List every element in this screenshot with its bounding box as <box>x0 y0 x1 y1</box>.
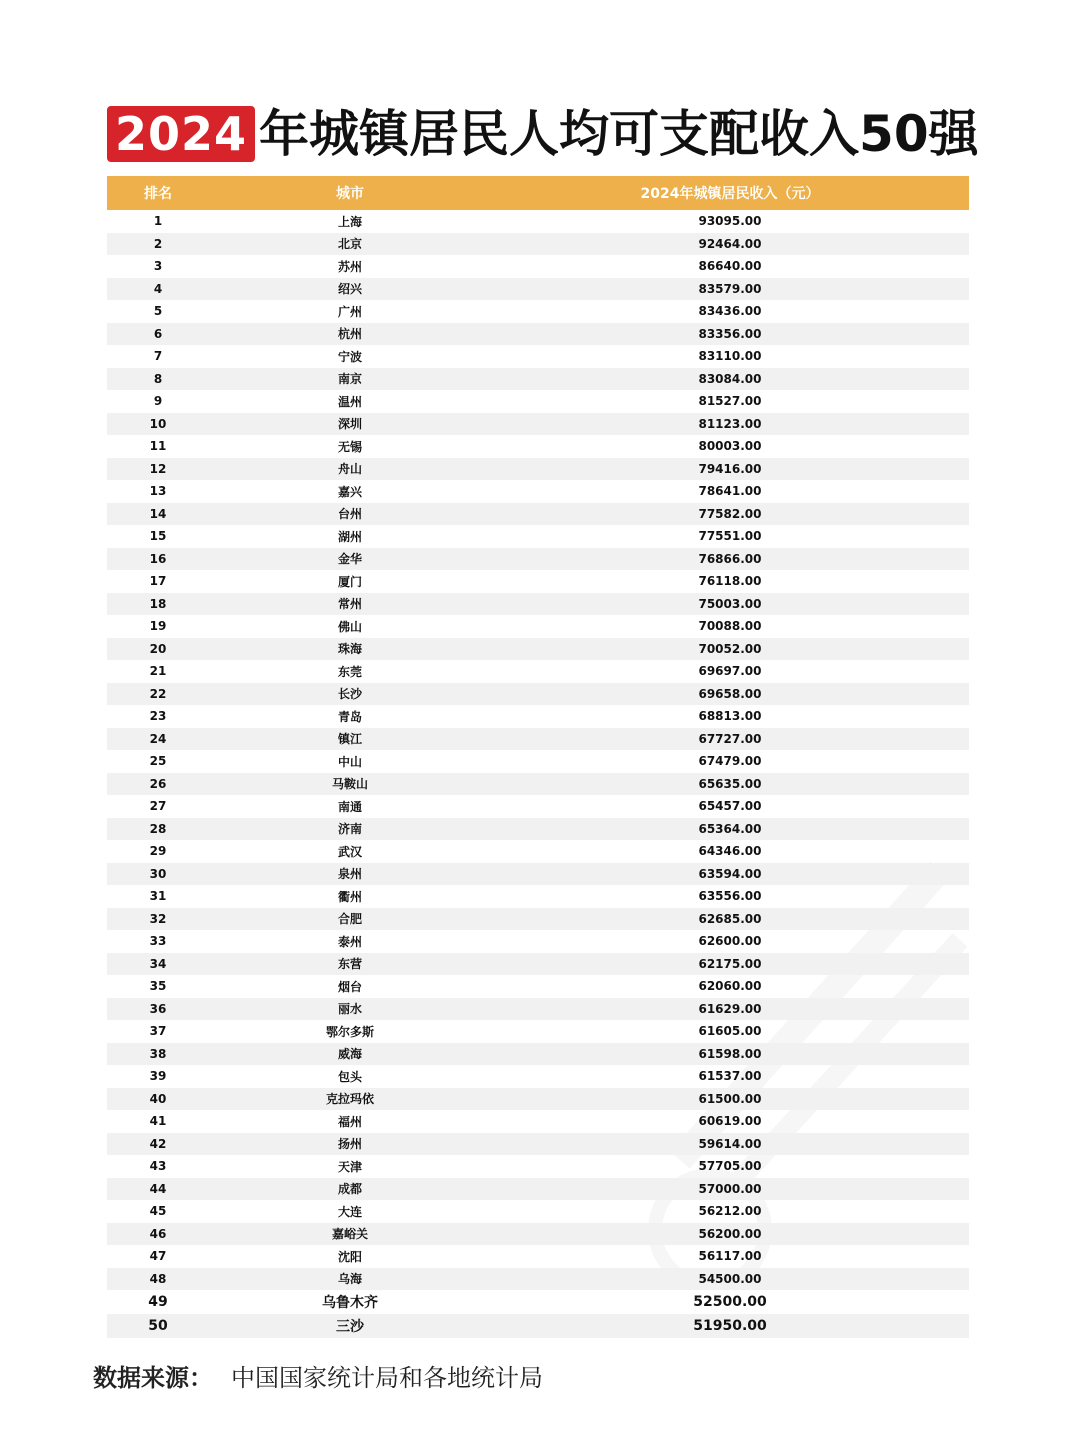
city-cell: 佛山 <box>337 619 362 634</box>
table-row <box>107 1110 969 1133</box>
table-row <box>107 1268 969 1291</box>
table-row <box>107 503 969 526</box>
rank-cell: 29 <box>149 844 167 859</box>
city-cell: 嘉峪关 <box>331 1227 368 1242</box>
city-cell: 克拉玛依 <box>325 1092 374 1107</box>
header-income: 2024年城镇居民收入（元） <box>640 186 820 202</box>
income-cell: 78641.00 <box>698 484 762 499</box>
income-cell: 77582.00 <box>698 506 762 521</box>
city-cell: 珠海 <box>337 642 362 657</box>
income-cell: 83110.00 <box>698 349 762 364</box>
table-row <box>107 953 969 976</box>
income-cell: 79416.00 <box>698 461 762 476</box>
city-cell: 无锡 <box>337 439 362 454</box>
income-cell: 81123.00 <box>698 416 762 431</box>
table-row <box>107 908 969 931</box>
rank-cell: 46 <box>149 1226 167 1241</box>
income-cell: 92464.00 <box>698 236 762 251</box>
rank-cell: 1 <box>153 214 163 229</box>
rank-cell: 17 <box>149 574 167 589</box>
data-source-label: 数据来源： <box>93 1364 213 1392</box>
table-row <box>107 390 969 413</box>
city-cell: 乌鲁木齐 <box>322 1295 378 1311</box>
table-row <box>107 255 969 278</box>
city-cell: 烟台 <box>337 979 362 994</box>
table-row <box>107 413 969 436</box>
rank-cell: 36 <box>149 1001 167 1016</box>
table-row <box>107 368 969 391</box>
title-year-badge: 2024 <box>107 106 255 162</box>
city-cell: 乌海 <box>337 1272 362 1287</box>
table-row <box>107 840 969 863</box>
rank-cell: 30 <box>149 866 167 881</box>
rank-cell: 34 <box>149 956 167 971</box>
income-cell: 52500.00 <box>693 1294 767 1310</box>
rank-cell: 8 <box>153 371 163 386</box>
table-row <box>107 435 969 458</box>
table-row <box>107 1065 969 1088</box>
rank-cell: 31 <box>149 889 167 904</box>
income-cell: 61629.00 <box>698 1001 762 1016</box>
table-header <box>107 176 969 210</box>
table-row <box>107 1245 969 1268</box>
city-cell: 金华 <box>337 552 362 567</box>
table-row <box>107 1314 969 1338</box>
rank-cell: 21 <box>149 664 167 679</box>
table-row <box>107 480 969 503</box>
table-row <box>107 818 969 841</box>
city-cell: 福州 <box>337 1114 362 1129</box>
city-cell: 长沙 <box>337 687 362 702</box>
income-cell: 83084.00 <box>698 371 762 386</box>
table-row <box>107 885 969 908</box>
income-cell: 61500.00 <box>698 1091 762 1106</box>
table-row <box>107 1178 969 1201</box>
income-cell: 62175.00 <box>698 956 762 971</box>
city-cell: 上海 <box>337 214 362 229</box>
rank-cell: 9 <box>153 394 163 409</box>
rank-cell: 49 <box>148 1294 168 1310</box>
income-cell: 56212.00 <box>698 1204 762 1219</box>
income-cell: 56117.00 <box>698 1249 762 1264</box>
rank-cell: 15 <box>149 529 167 544</box>
city-cell: 马鞍山 <box>331 777 368 792</box>
rank-cell: 6 <box>153 326 163 341</box>
city-cell: 台州 <box>337 507 362 522</box>
income-cell: 70052.00 <box>698 641 762 656</box>
rank-cell: 44 <box>149 1181 167 1196</box>
city-cell: 丽水 <box>337 1002 362 1017</box>
city-cell: 东营 <box>337 957 362 972</box>
income-table <box>107 176 969 1338</box>
rank-cell: 2 <box>153 236 163 251</box>
table-row <box>107 750 969 773</box>
city-cell: 青岛 <box>337 709 362 724</box>
city-cell: 扬州 <box>337 1137 362 1152</box>
city-cell: 包头 <box>337 1069 362 1084</box>
rank-cell: 19 <box>149 619 167 634</box>
income-cell: 51950.00 <box>693 1318 767 1334</box>
rank-cell: 12 <box>149 461 167 476</box>
city-cell: 沈阳 <box>337 1249 362 1264</box>
city-cell: 杭州 <box>337 327 362 342</box>
rank-cell: 42 <box>149 1136 167 1151</box>
income-cell: 83356.00 <box>698 326 762 341</box>
rank-cell: 20 <box>149 641 167 656</box>
table-row <box>107 593 969 616</box>
table-row <box>107 615 969 638</box>
rank-cell: 35 <box>149 979 167 994</box>
city-cell: 常州 <box>337 597 362 612</box>
income-cell: 61598.00 <box>698 1046 762 1061</box>
city-cell: 济南 <box>337 822 362 837</box>
table-row <box>107 1155 969 1178</box>
income-cell: 57000.00 <box>698 1181 762 1196</box>
rank-cell: 4 <box>153 281 163 296</box>
income-cell: 63594.00 <box>698 866 762 881</box>
income-cell: 70088.00 <box>698 619 762 634</box>
rank-cell: 45 <box>149 1204 167 1219</box>
city-cell: 威海 <box>337 1047 362 1062</box>
table-row <box>107 660 969 683</box>
table-row <box>107 210 969 233</box>
income-cell: 81527.00 <box>698 394 762 409</box>
rank-cell: 14 <box>149 506 167 521</box>
rank-cell: 28 <box>149 821 167 836</box>
table-row <box>107 1020 969 1043</box>
city-cell: 嘉兴 <box>337 484 362 499</box>
table-row <box>107 345 969 368</box>
rank-cell: 33 <box>149 934 167 949</box>
rank-cell: 32 <box>149 911 167 926</box>
income-cell: 54500.00 <box>698 1271 762 1286</box>
rank-cell: 16 <box>149 551 167 566</box>
income-cell: 56200.00 <box>698 1226 762 1241</box>
income-cell: 77551.00 <box>698 529 762 544</box>
rank-cell: 10 <box>149 416 167 431</box>
rank-cell: 26 <box>149 776 167 791</box>
city-cell: 温州 <box>337 394 362 409</box>
table-row <box>107 570 969 593</box>
city-cell: 绍兴 <box>337 282 362 297</box>
income-cell: 80003.00 <box>698 439 762 454</box>
table-row <box>107 683 969 706</box>
table-row <box>107 458 969 481</box>
city-cell: 深圳 <box>337 417 362 432</box>
income-cell: 62600.00 <box>698 934 762 949</box>
data-source <box>93 1358 543 1393</box>
rank-cell: 40 <box>149 1091 167 1106</box>
city-cell: 厦门 <box>337 574 362 589</box>
income-cell: 65635.00 <box>698 776 762 791</box>
rank-cell: 3 <box>153 259 163 274</box>
rank-cell: 22 <box>149 686 167 701</box>
city-cell: 宁波 <box>337 349 362 364</box>
income-cell: 68813.00 <box>698 709 762 724</box>
table-row <box>107 1290 969 1314</box>
table-row <box>107 278 969 301</box>
rank-cell: 25 <box>149 754 167 769</box>
income-cell: 64346.00 <box>698 844 762 859</box>
income-cell: 62685.00 <box>698 911 762 926</box>
income-cell: 67727.00 <box>698 731 762 746</box>
table-row <box>107 300 969 323</box>
table-row <box>107 1200 969 1223</box>
table-row <box>107 998 969 1021</box>
table-row <box>107 795 969 818</box>
city-cell: 鄂尔多斯 <box>325 1024 374 1039</box>
table-row <box>107 1088 969 1111</box>
rank-cell: 47 <box>149 1249 167 1264</box>
rank-cell: 37 <box>149 1024 167 1039</box>
table-row <box>107 1043 969 1066</box>
table-row <box>107 863 969 886</box>
rank-cell: 39 <box>149 1069 167 1084</box>
table-row <box>107 1223 969 1246</box>
income-cell: 65364.00 <box>698 821 762 836</box>
city-cell: 泉州 <box>337 867 362 882</box>
income-cell: 62060.00 <box>698 979 762 994</box>
income-cell: 83436.00 <box>698 304 762 319</box>
city-cell: 北京 <box>337 237 362 252</box>
city-cell: 湖州 <box>337 529 362 544</box>
city-cell: 南通 <box>337 799 362 814</box>
city-cell: 武汉 <box>337 844 362 859</box>
income-cell: 83579.00 <box>698 281 762 296</box>
table-row <box>107 233 969 256</box>
table-row <box>107 638 969 661</box>
rank-cell: 48 <box>149 1271 167 1286</box>
income-cell: 59614.00 <box>698 1136 762 1151</box>
rank-cell: 11 <box>149 439 167 454</box>
table-row <box>107 975 969 998</box>
rank-cell: 24 <box>149 731 167 746</box>
header-city: 城市 <box>336 186 364 202</box>
city-cell: 成都 <box>337 1182 362 1197</box>
income-cell: 63556.00 <box>698 889 762 904</box>
income-cell: 93095.00 <box>698 214 762 229</box>
rank-cell: 27 <box>149 799 167 814</box>
income-cell: 61537.00 <box>698 1069 762 1084</box>
table-row <box>107 548 969 571</box>
rank-cell: 38 <box>149 1046 167 1061</box>
rank-cell: 43 <box>149 1159 167 1174</box>
income-cell: 65457.00 <box>698 799 762 814</box>
city-cell: 中山 <box>337 754 362 769</box>
rank-cell: 41 <box>149 1114 167 1129</box>
rank-cell: 23 <box>149 709 167 724</box>
city-cell: 广州 <box>337 304 362 319</box>
title-text: 年城镇居民人均可支配收入50强 <box>259 105 979 163</box>
city-cell: 南京 <box>337 372 362 387</box>
page-title <box>107 104 979 164</box>
table-row <box>107 728 969 751</box>
income-cell: 57705.00 <box>698 1159 762 1174</box>
income-cell: 67479.00 <box>698 754 762 769</box>
city-cell: 泰州 <box>337 934 362 949</box>
city-cell: 苏州 <box>337 259 362 274</box>
income-cell: 86640.00 <box>698 259 762 274</box>
table-row <box>107 525 969 548</box>
table-row <box>107 930 969 953</box>
header-rank: 排名 <box>144 186 172 202</box>
city-cell: 大连 <box>337 1204 362 1219</box>
table-row <box>107 323 969 346</box>
rank-cell: 7 <box>153 349 163 364</box>
income-cell: 76118.00 <box>698 574 762 589</box>
city-cell: 衢州 <box>337 889 362 904</box>
income-cell: 69658.00 <box>698 686 762 701</box>
income-cell: 75003.00 <box>698 596 762 611</box>
rank-cell: 50 <box>148 1318 168 1334</box>
table-body <box>107 210 969 1338</box>
income-cell: 76866.00 <box>698 551 762 566</box>
city-cell: 镇江 <box>337 732 362 747</box>
table-row <box>107 773 969 796</box>
rank-cell: 13 <box>149 484 167 499</box>
city-cell: 三沙 <box>336 1319 364 1335</box>
table-row <box>107 1133 969 1156</box>
income-cell: 60619.00 <box>698 1114 762 1129</box>
income-cell: 61605.00 <box>698 1024 762 1039</box>
data-source-text: 中国国家统计局和各地统计局 <box>231 1364 543 1392</box>
income-cell: 69697.00 <box>698 664 762 679</box>
city-cell: 合肥 <box>337 912 362 927</box>
city-cell: 舟山 <box>337 462 362 477</box>
rank-cell: 5 <box>153 304 163 319</box>
city-cell: 天津 <box>337 1159 362 1174</box>
rank-cell: 18 <box>149 596 167 611</box>
city-cell: 东莞 <box>337 664 362 679</box>
table-row <box>107 705 969 728</box>
